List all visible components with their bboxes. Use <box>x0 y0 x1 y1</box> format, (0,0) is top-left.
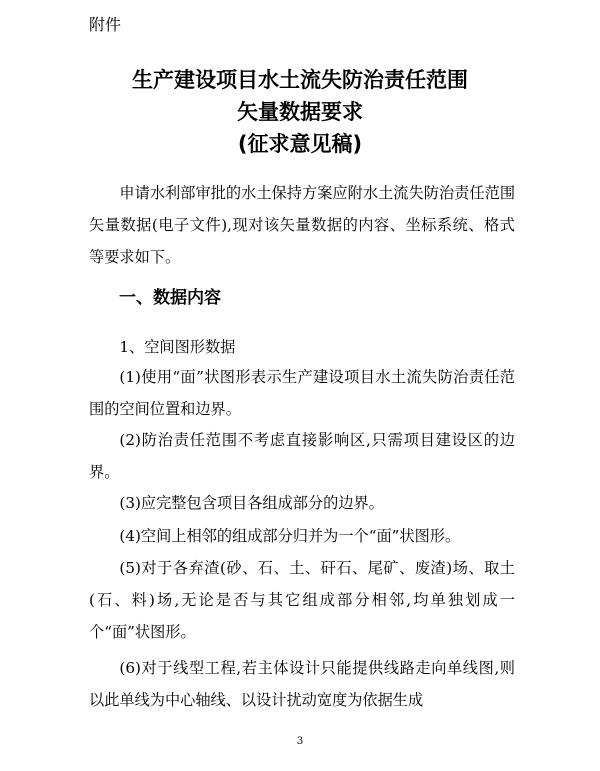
list-item-5: (5)对于各弃渣(砂、石、土、矸石、尾矿、废渣)场、取土(石、料)场,无论是否与其它组成部分相邻,均单独划成一个“面”状图形。 <box>89 559 515 641</box>
list-item-3: (3)应完整包含项目各组成部分的边界。 <box>119 494 384 512</box>
list-item-6: (6)对于线型工程,若主体设计只能提供线路走向单线图,则以此单线为中心轴线、以设计扰动宽度为依据生成 <box>89 659 515 709</box>
list-item-4: (4)空间上相邻的组成部分归并为一个“面”状图形。 <box>119 527 461 545</box>
subsection-heading-spatial-data: 1、空间图形数据 <box>119 338 236 356</box>
list-item-1: (1)使用“面”状图形表示生产建设项目水土流失防治责任范围的空间位置和边界。 <box>89 368 515 418</box>
document-title-line-1: 生产建设项目水土流失防治责任范围 <box>132 68 468 92</box>
document-title-line-2: 矢量数据要求 <box>237 100 363 124</box>
list-item-2: (2)防治责任范围不考虑直接影响区,只需项目建设区的边界。 <box>89 431 515 481</box>
intro-paragraph: 申请水利部审批的水土保持方案应附水土流失防治责任范围矢量数据(电子文件),现对该矢量数据的内容、坐标系统、格式等要求如下。 <box>89 184 515 266</box>
section-heading-data-content: 一、数据内容 <box>119 288 221 308</box>
document-title-line-3: (征求意见稿) <box>237 132 363 156</box>
attachment-label: 附件 <box>89 15 122 34</box>
page-number: 3 <box>296 736 304 747</box>
